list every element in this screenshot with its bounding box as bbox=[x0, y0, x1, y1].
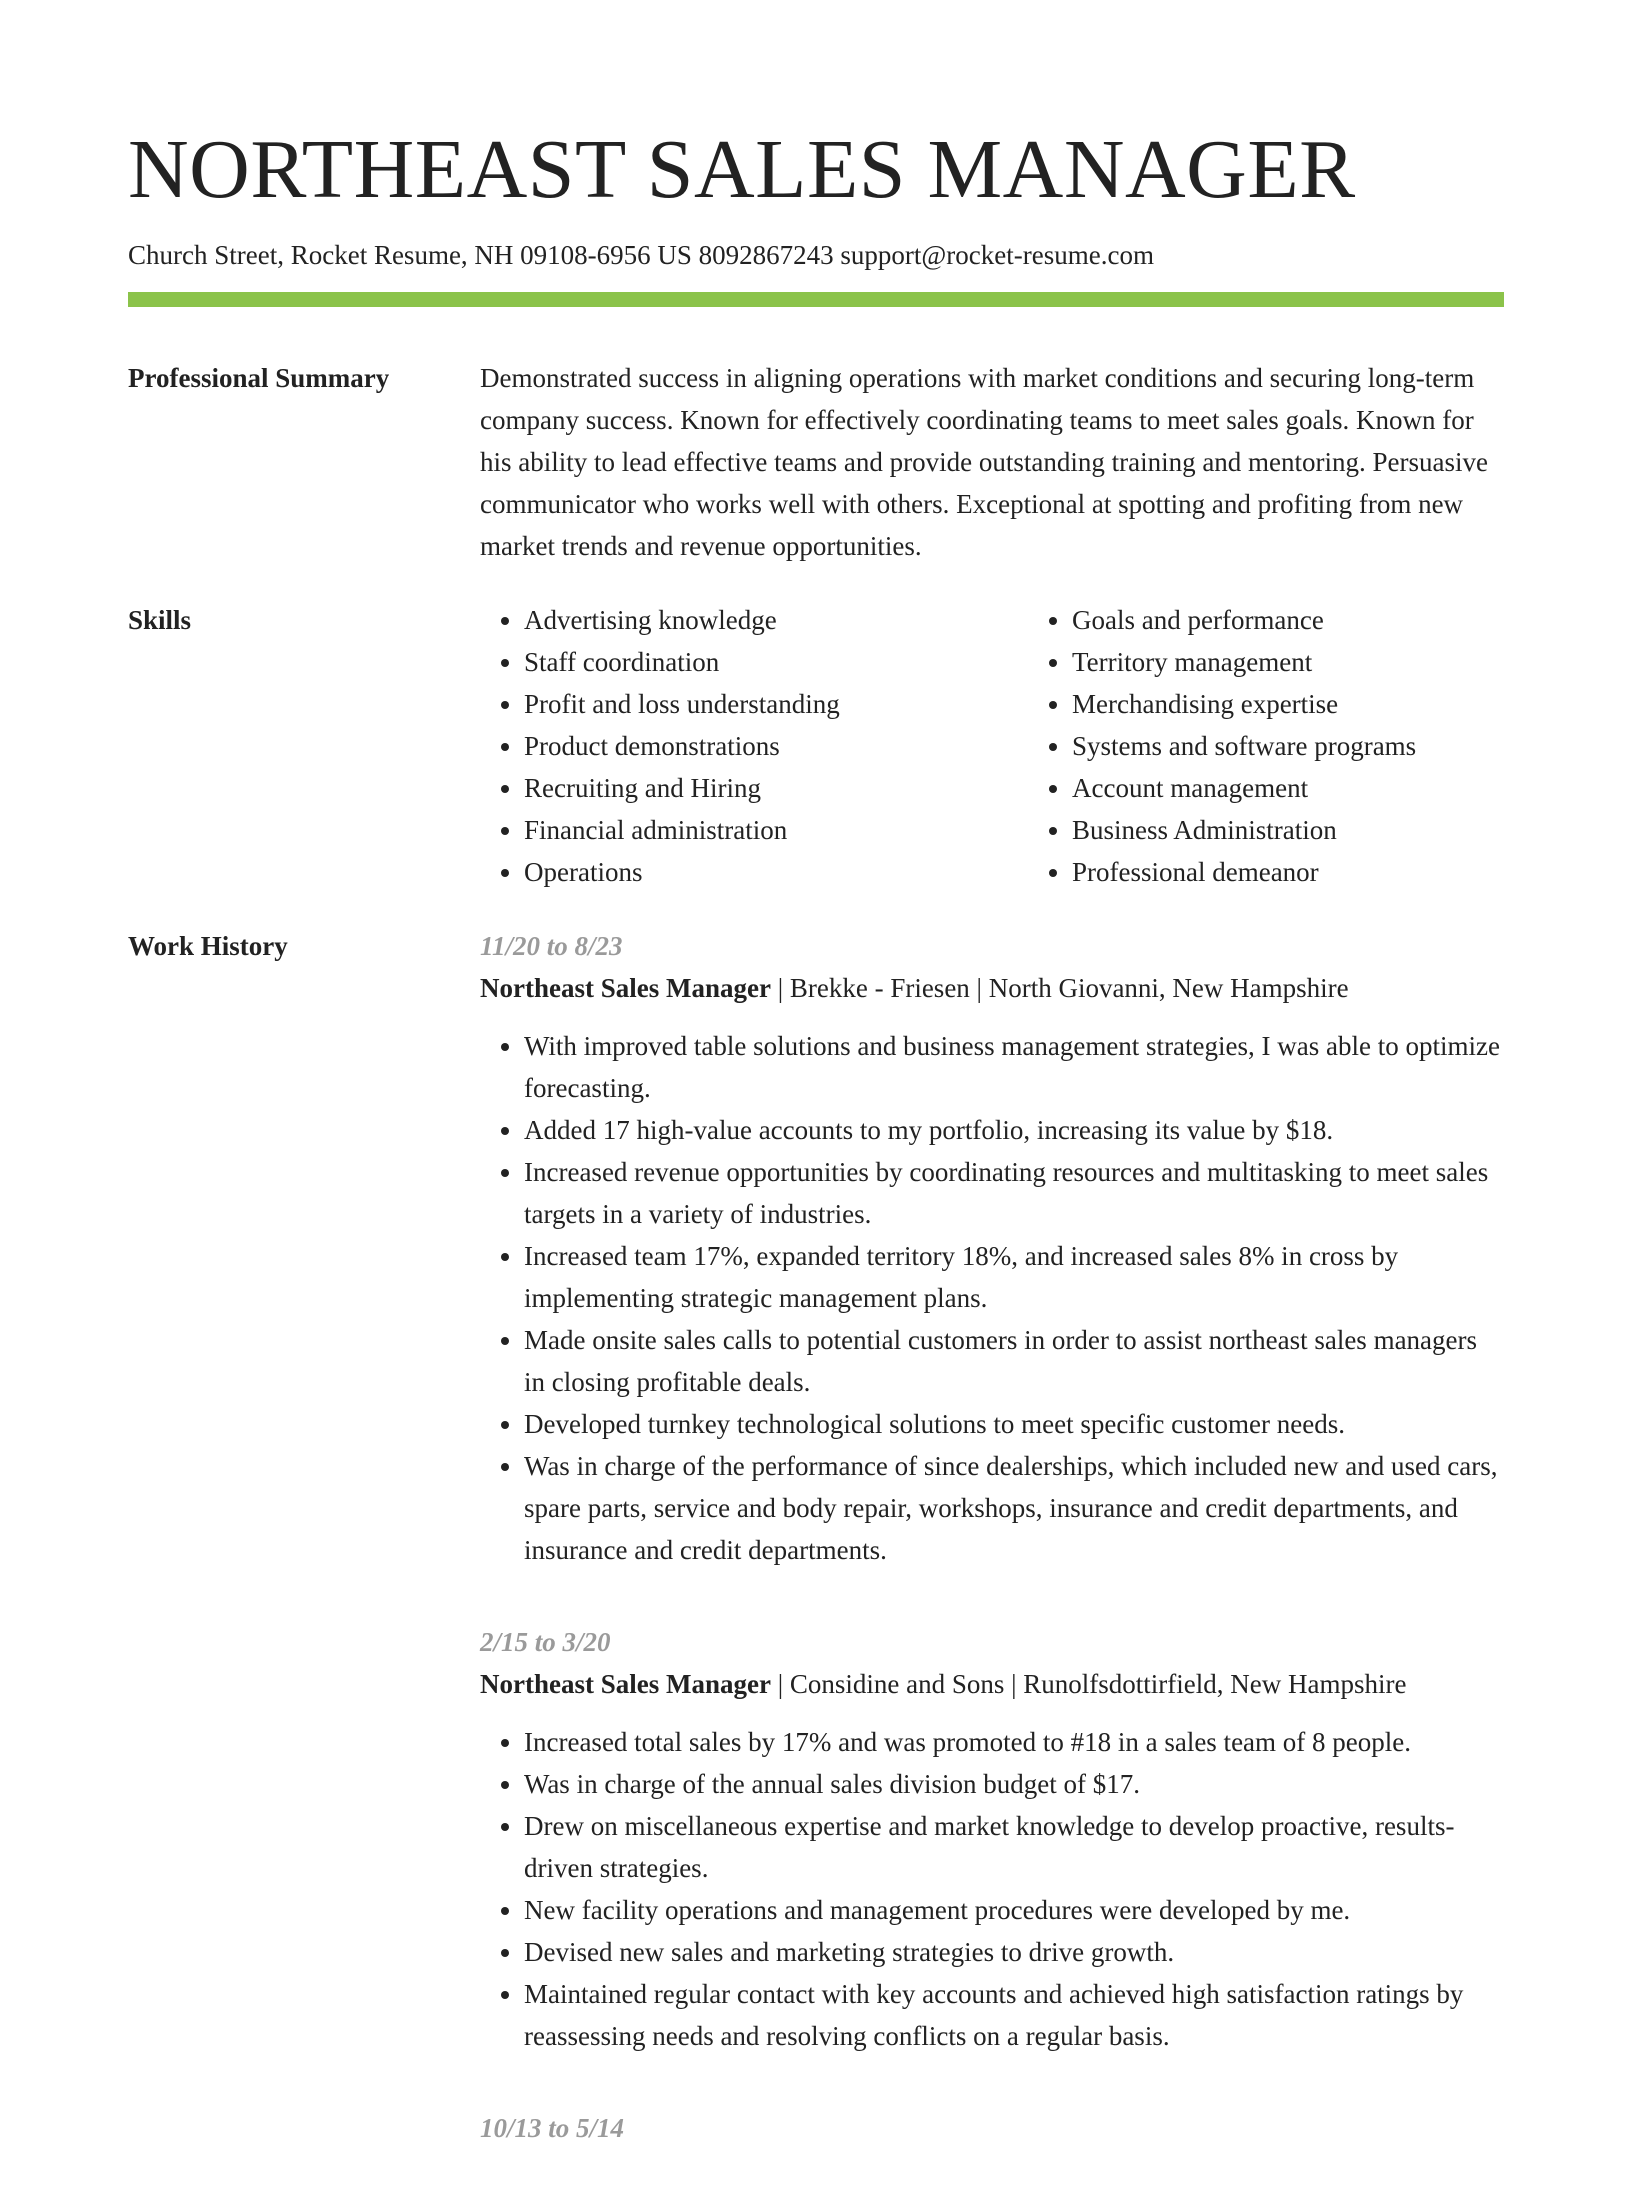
skill-item: • Financial administration bbox=[524, 809, 1028, 851]
job-details: | Considine and Sons | Runolfsdottirfield, New Hampshire bbox=[770, 1669, 1407, 1699]
job-bullet: • Was in charge of the annual sales division budget of $17. bbox=[524, 1763, 1504, 1805]
job-entry bbox=[480, 2107, 1504, 2149]
section-label-summary: Professional Summary bbox=[128, 363, 390, 393]
skill-item: • Product demonstrations bbox=[524, 725, 1028, 767]
skills-grid bbox=[480, 599, 1572, 893]
resume-title: NORTHEAST SALES MANAGER bbox=[128, 123, 1356, 216]
job-entry bbox=[480, 925, 1504, 1571]
section-label-work-history: Work History bbox=[128, 931, 288, 961]
summary-text: Demonstrated success in aligning operations with market conditions and securing long-term company success. Known for effectively coordinating teams to meet sales goals. Known for his ability to lead effective teams and provide outstanding training and mentoring. Persuasive communicator who works well with others. Exceptional at spotting and profiting from new market trends and revenue opportunities. bbox=[480, 363, 1489, 561]
job-heading bbox=[480, 967, 1504, 1009]
job-bullets bbox=[480, 1721, 1504, 2057]
job-entry bbox=[480, 1621, 1504, 2057]
job-bullet: • Was in charge of the performance of since dealerships, which included new and used cars, spare parts, service and body repair, workshops, insurance and credit departments, and insurance and credit departments. bbox=[524, 1445, 1504, 1571]
skills-column-right bbox=[1028, 599, 1572, 893]
resume-page bbox=[128, 0, 1504, 2199]
skills-column-left bbox=[480, 599, 1028, 893]
skill-item: • Business Administration bbox=[1072, 809, 1572, 851]
skill-item: • Goals and performance bbox=[1072, 599, 1572, 641]
skill-item: • Profit and loss understanding bbox=[524, 683, 1028, 725]
section-label-skills: Skills bbox=[128, 605, 192, 635]
skill-item: • Professional demeanor bbox=[1072, 851, 1572, 893]
contact-info: Church Street, Rocket Resume, NH 09108-6956 US 8092867243 support@rocket-resume.com bbox=[128, 240, 1154, 270]
skill-item: • Territory management bbox=[1072, 641, 1572, 683]
work-history-section bbox=[128, 925, 1504, 2199]
job-dates: 11/20 to 8/23 bbox=[480, 931, 623, 961]
job-bullet: • New facility operations and management procedures were developed by me. bbox=[524, 1889, 1504, 1931]
job-bullet: • Increased revenue opportunities by coordinating resources and multitasking to meet sales targets in a variety of industries. bbox=[524, 1151, 1504, 1235]
job-bullets bbox=[480, 1025, 1504, 1571]
professional-summary-section bbox=[128, 357, 1504, 567]
job-bullet: • Developed turnkey technological solutions to meet specific customer needs. bbox=[524, 1403, 1504, 1445]
job-bullet: • Drew on miscellaneous expertise and market knowledge to develop proactive, results-driven strategies. bbox=[524, 1805, 1504, 1889]
skills-section bbox=[128, 599, 1504, 893]
job-bullet: • Made onsite sales calls to potential customers in order to assist northeast sales managers in closing profitable deals. bbox=[524, 1319, 1504, 1403]
skill-item: • Operations bbox=[524, 851, 1028, 893]
job-bullet: • Increased total sales by 17% and was promoted to #18 in a sales team of 8 people. bbox=[524, 1721, 1504, 1763]
job-bullet: • Increased team 17%, expanded territory 18%, and increased sales 8% in cross by implementing strategic management plans. bbox=[524, 1235, 1504, 1319]
skill-item: • Merchandising expertise bbox=[1072, 683, 1572, 725]
skill-item: • Advertising knowledge bbox=[524, 599, 1028, 641]
skill-item: • Staff coordination bbox=[524, 641, 1028, 683]
job-title: Northeast Sales Manager bbox=[480, 1669, 771, 1699]
skill-item: • Systems and software programs bbox=[1072, 725, 1572, 767]
job-bullet: • Devised new sales and marketing strategies to drive growth. bbox=[524, 1931, 1504, 1973]
job-bullet: • With improved table solutions and business management strategies, I was able to optimize forecasting. bbox=[524, 1025, 1504, 1109]
skill-item: • Account management bbox=[1072, 767, 1572, 809]
job-dates: 10/13 to 5/14 bbox=[480, 2113, 625, 2143]
job-title: Northeast Sales Manager bbox=[480, 973, 771, 1003]
job-details: | Brekke - Friesen | North Giovanni, New Hampshire bbox=[770, 973, 1349, 1003]
skill-item: • Recruiting and Hiring bbox=[524, 767, 1028, 809]
job-heading bbox=[480, 1663, 1504, 1705]
header-divider bbox=[128, 292, 1504, 307]
job-bullet: • Maintained regular contact with key accounts and achieved high satisfaction ratings by reassessing needs and resolving conflicts on a regular basis. bbox=[524, 1973, 1504, 2057]
job-bullet: • Added 17 high-value accounts to my portfolio, increasing its value by $18. bbox=[524, 1109, 1504, 1151]
work-history-body bbox=[480, 925, 1504, 2199]
job-dates: 2/15 to 3/20 bbox=[480, 1627, 611, 1657]
